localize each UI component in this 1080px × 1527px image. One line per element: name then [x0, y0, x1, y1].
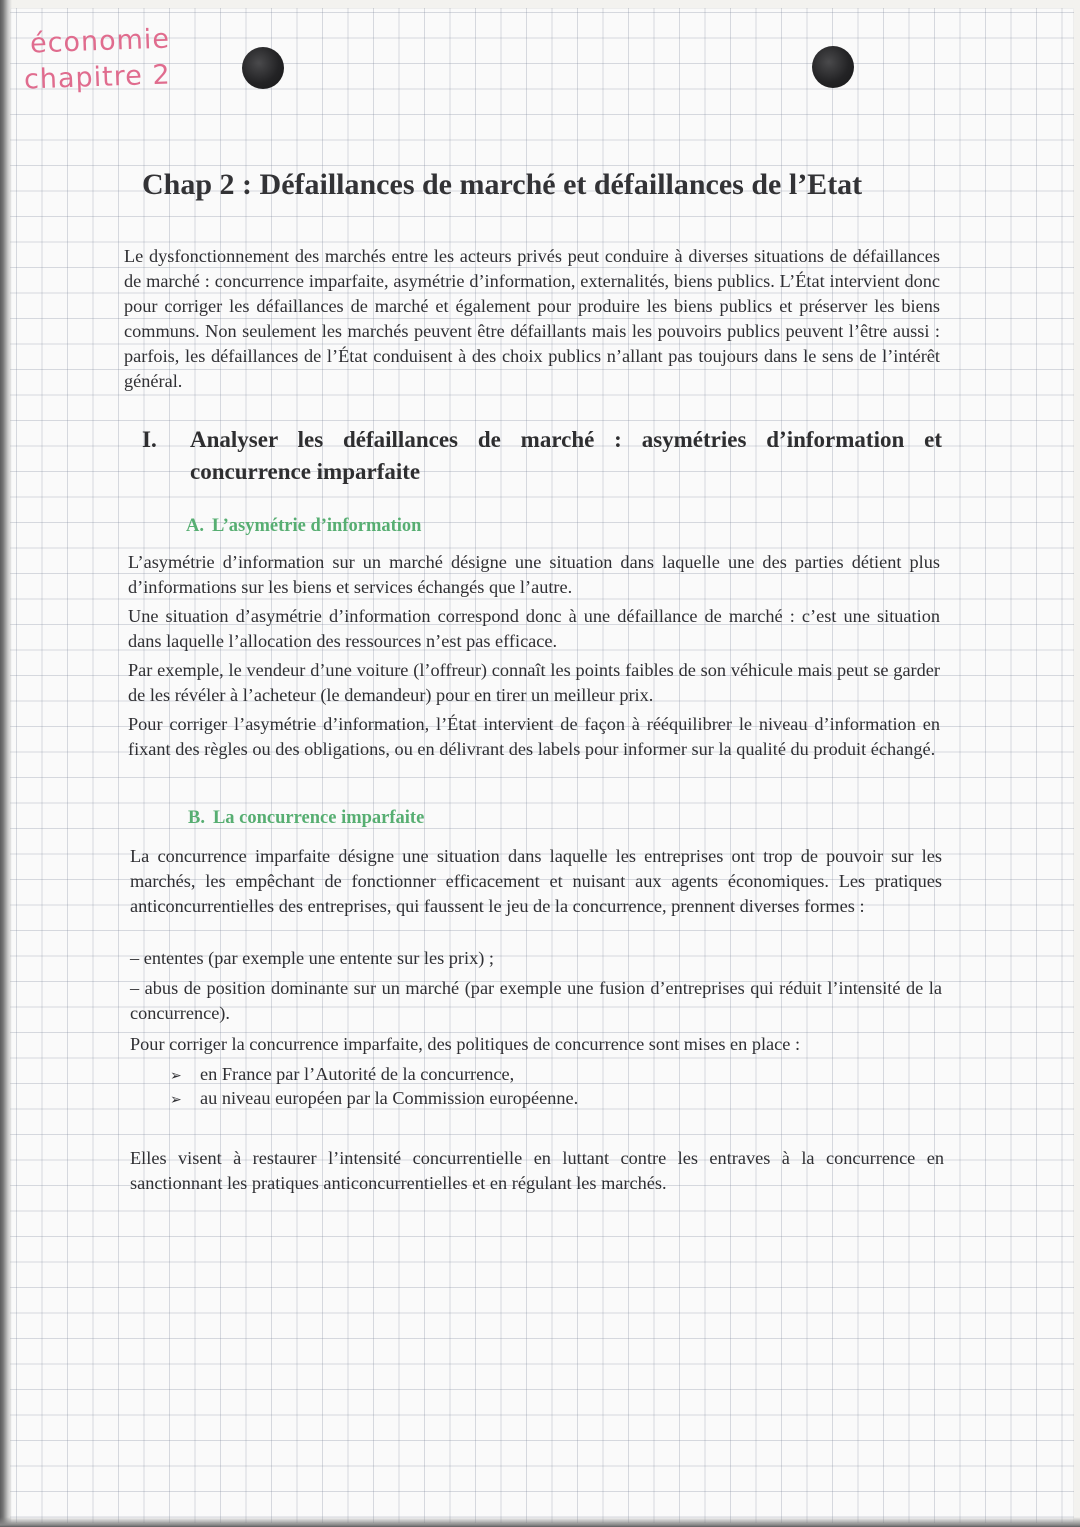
intro-paragraph: Le dysfonctionnement des marchés entre les acteurs privés peut conduire à diverses situations de défaillances de marché : concurrence imparfaite, asymétrie d’information, externalités, biens publics. L’État intervient donc pour corriger les défaillances de marché et également pour produire les biens publics et préserver les biens communs. Non seulement les marchés peuvent être défaillants mais les pouvoirs publics peuvent l’être aussi : parfois, les défaillances de l’État conduisent à des choix publics n’allant pas toujours dans le sens de l’intérêt général.: [124, 246, 940, 391]
subsection-a-heading: [186, 516, 421, 537]
subsection-a-paragraph: L’asymétrie d’information sur un marché désigne une situation dans laquelle une des parties détient plus d’informations sur les biens et services échangés que l’autre.: [128, 552, 940, 597]
subsection-a-paragraph: Par exemple, le vendeur d’une voiture (l’offreur) connaît les points faibles de son véhicule mais peut se garder de les révéler à l’acheteur (le demandeur) pour en tirer un meilleur prix.: [128, 660, 940, 705]
dash-list-item: – ententes (par exemple une entente sur les prix) ;: [130, 948, 494, 968]
arrow-bullet-icon: ➢: [170, 1092, 182, 1108]
subsection-b-title: La concurrence imparfaite: [212, 808, 425, 828]
bullet-text: au niveau européen par la Commission européenne.: [200, 1088, 579, 1108]
dash-list-item: – abus de position dominante sur un marché (par exemple une fusion d’entreprises qui réduit l’intensité de la concurrence).: [130, 978, 942, 1023]
section-1-number: I.: [142, 427, 157, 452]
punch-hole-right: [812, 46, 854, 88]
grid-paper-sheet: [10, 8, 1074, 1523]
arrow-bullet-icon: ➢: [170, 1068, 182, 1084]
subsection-a-title: L’asymétrie d’information: [212, 516, 422, 536]
handwritten-chapter: chapitre 2: [23, 59, 172, 96]
page-bottom-shadow: [0, 1517, 1080, 1527]
handwritten-subject: économie: [29, 23, 171, 60]
subsection-a-letter: A.: [186, 516, 204, 536]
subsection-b-paragraph: La concurrence imparfaite désigne une situation dans laquelle les entreprises ont trop de pouvoir sur les marchés, les empêchant de fonctionner efficacement et nuisant aux agents économiques. Les pratiques anticoncurrentielles des entreprises, qui faussent le jeu de la concurrence, prennent diverses formes :: [130, 846, 942, 916]
subsection-a-paragraph: Pour corriger l’asymétrie d’information, l’État intervient de façon à rééquilibrer le niveau d’information en fixant des règles ou des obligations, ou en délivrant des labels pour informer sur la qualité du produit échangé.: [128, 714, 940, 759]
subsection-b-letter: B.: [188, 808, 205, 828]
bullet-text: en France par l’Autorité de la concurrence,: [200, 1064, 515, 1084]
page-title: Chap 2 : Défaillances de marché et défaillances de l’Etat: [142, 168, 863, 201]
subsection-a-paragraph: Une situation d’asymétrie d’information correspond donc à une défaillance de marché : c’est une situation dans laquelle l’allocation des ressources n’est pas efficace.: [128, 606, 940, 651]
subsection-b-paragraph: Pour corriger la concurrence imparfaite, des politiques de concurrence sont mises en place :: [130, 1034, 801, 1054]
subsection-b-heading: [188, 808, 424, 829]
section-1-title: Analyser les défaillances de marché : asymétries d’information et concurrence imparfaite: [190, 427, 942, 484]
bullet-list-item: [170, 1062, 514, 1089]
punch-hole-left: [242, 47, 284, 89]
conclusion-paragraph: Elles visent à restaurer l’intensité concurrentielle en luttant contre les entraves à la concurrence en sanctionnant les pratiques anticoncurrentielles et en régulant les marchés.: [130, 1148, 944, 1193]
bullet-list-item: [170, 1086, 578, 1113]
page-left-shadow: [0, 0, 12, 1527]
